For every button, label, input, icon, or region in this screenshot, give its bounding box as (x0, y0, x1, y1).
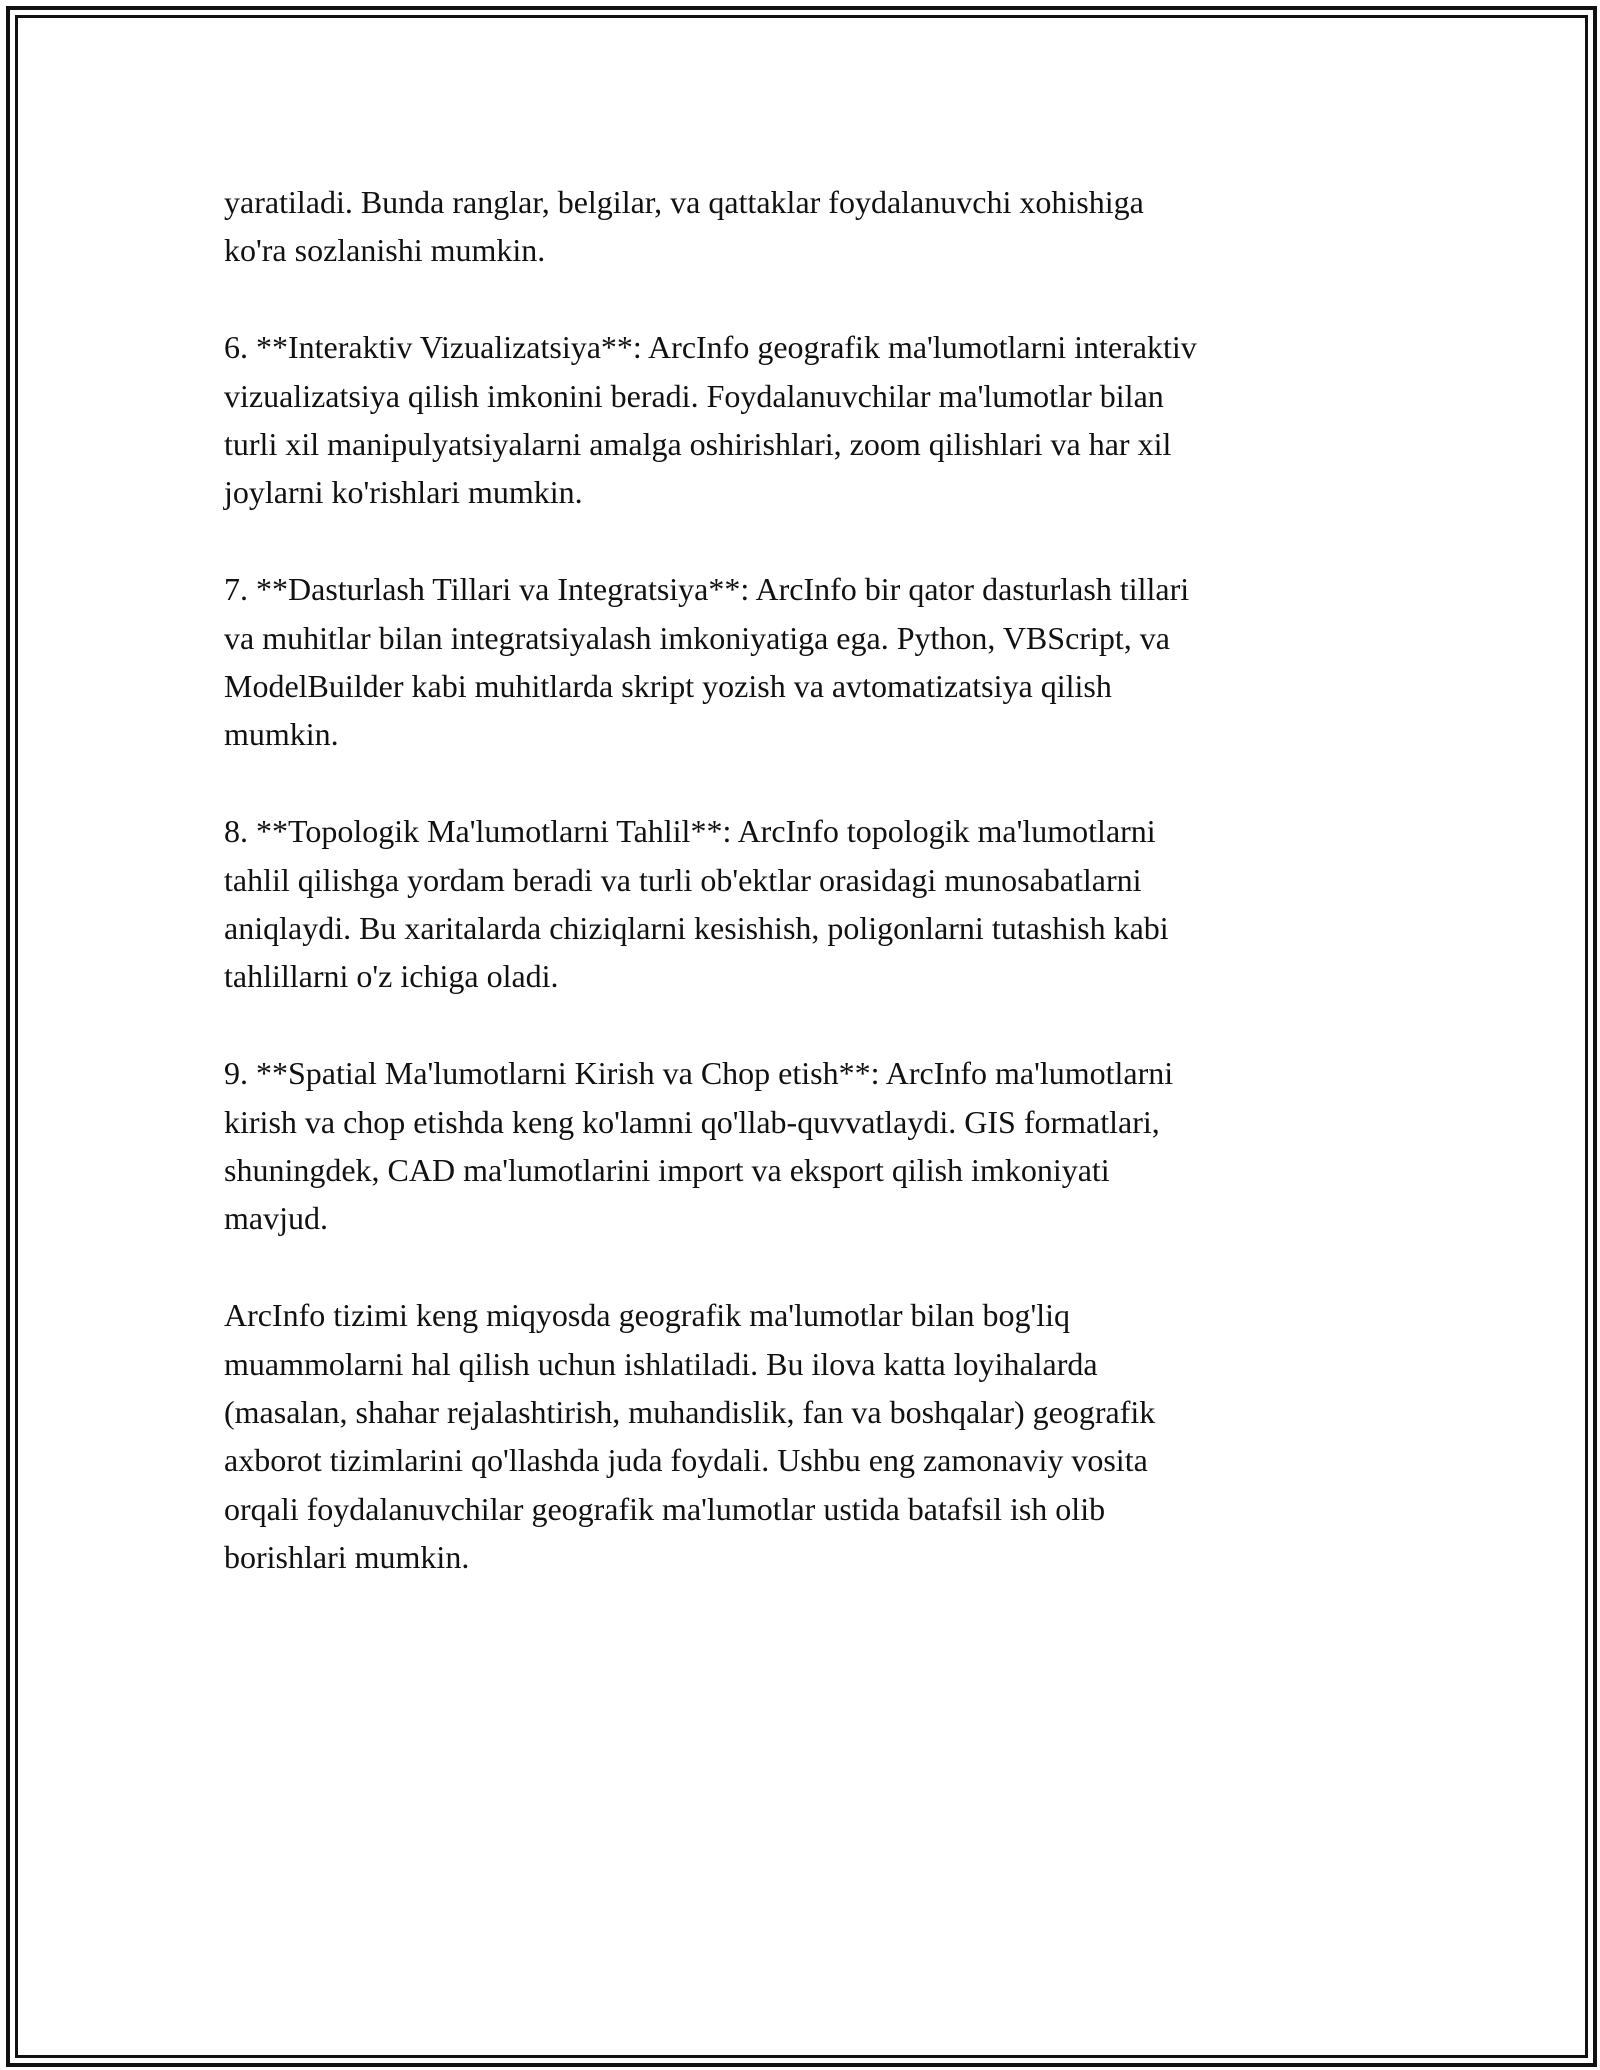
text-line: 9. **Spatial Ma'lumotlarni Kirish va Chop etish**: ArcInfo ma'lumotlarni (224, 1055, 1174, 1092)
text-line: ko'ra sozlanishi mumkin. (224, 232, 546, 269)
text-line: turli xil manipulyatsiyalarni amalga oshirishlari, zoom qilishlari va har xil (224, 426, 1172, 463)
text-line: tahlil qilishga yordam beradi va turli ob'ektlar orasidagi munosabatlarni (224, 861, 1142, 898)
text-line: muammolarni hal qilish uchun ishlatiladi. Bu ilova katta loyihalarda (224, 1345, 1098, 1382)
text-line: shuningdek, CAD ma'lumotlarini import va eksport qilish imkoniyati (224, 1152, 1110, 1189)
text-line: 8. **Topologik Ma'lumotlarni Tahlil**: ArcInfo topologik ma'lumotlarni (224, 813, 1156, 850)
text-line: kirish va chop etishda keng ko'lamni qo'llab-quvvatlaydi. GIS formatlari, (224, 1103, 1160, 1140)
paragraph-continuation (224, 178, 1374, 275)
text-line: 7. **Dasturlash Tillari va Integratsiya**: ArcInfo bir qator dasturlash tillari (224, 571, 1190, 608)
list-item-7 (224, 565, 1374, 759)
list-item-6 (224, 323, 1374, 517)
text-line: (masalan, shahar rejalashtirish, muhandislik, fan va boshqalar) geografik (224, 1394, 1156, 1431)
text-line: 6. **Interaktiv Vizualizatsiya**: ArcInfo geografik ma'lumotlarni interaktiv (224, 329, 1197, 366)
text-line: ModelBuilder kabi muhitlarda skript yozish va avtomatizatsiya qilish (224, 668, 1112, 705)
text-line: yaratiladi. Bunda ranglar, belgilar, va qattaklar foydalanuvchi xohishiga (224, 184, 1144, 220)
text-line: mumkin. (224, 716, 339, 753)
paragraph-conclusion (224, 1291, 1374, 1581)
text-line: ArcInfo tizimi keng miqyosda geografik ma'lumotlar bilan bog'liq (224, 1297, 1070, 1334)
text-line: joylarni ko'rishlari mumkin. (224, 474, 583, 511)
text-line: orqali foydalanuvchilar geografik ma'lumotlar ustida batafsil ish olib (224, 1490, 1106, 1527)
text-line: aniqlaydi. Bu xaritalarda chiziqlarni kesishish, poligonlarni tutashish kabi (224, 910, 1169, 947)
text-line: vizualizatsiya qilish imkonini beradi. Foydalanuvchilar ma'lumotlar bilan (224, 377, 1164, 414)
text-line: va muhitlar bilan integratsiyalash imkoniyatiga ega. Python, VBScript, va (224, 619, 1170, 656)
text-line: tahlillarni o'z ichiga oladi. (224, 958, 559, 995)
text-line: mavjud. (224, 1200, 328, 1237)
text-line: axborot tizimlarini qo'llashda juda foydali. Ushbu eng zamonaviy vosita (224, 1442, 1148, 1479)
document-body (224, 178, 1374, 1630)
list-item-9 (224, 1049, 1374, 1243)
text-line: borishlari mumkin. (224, 1539, 470, 1576)
list-item-8 (224, 807, 1374, 1001)
